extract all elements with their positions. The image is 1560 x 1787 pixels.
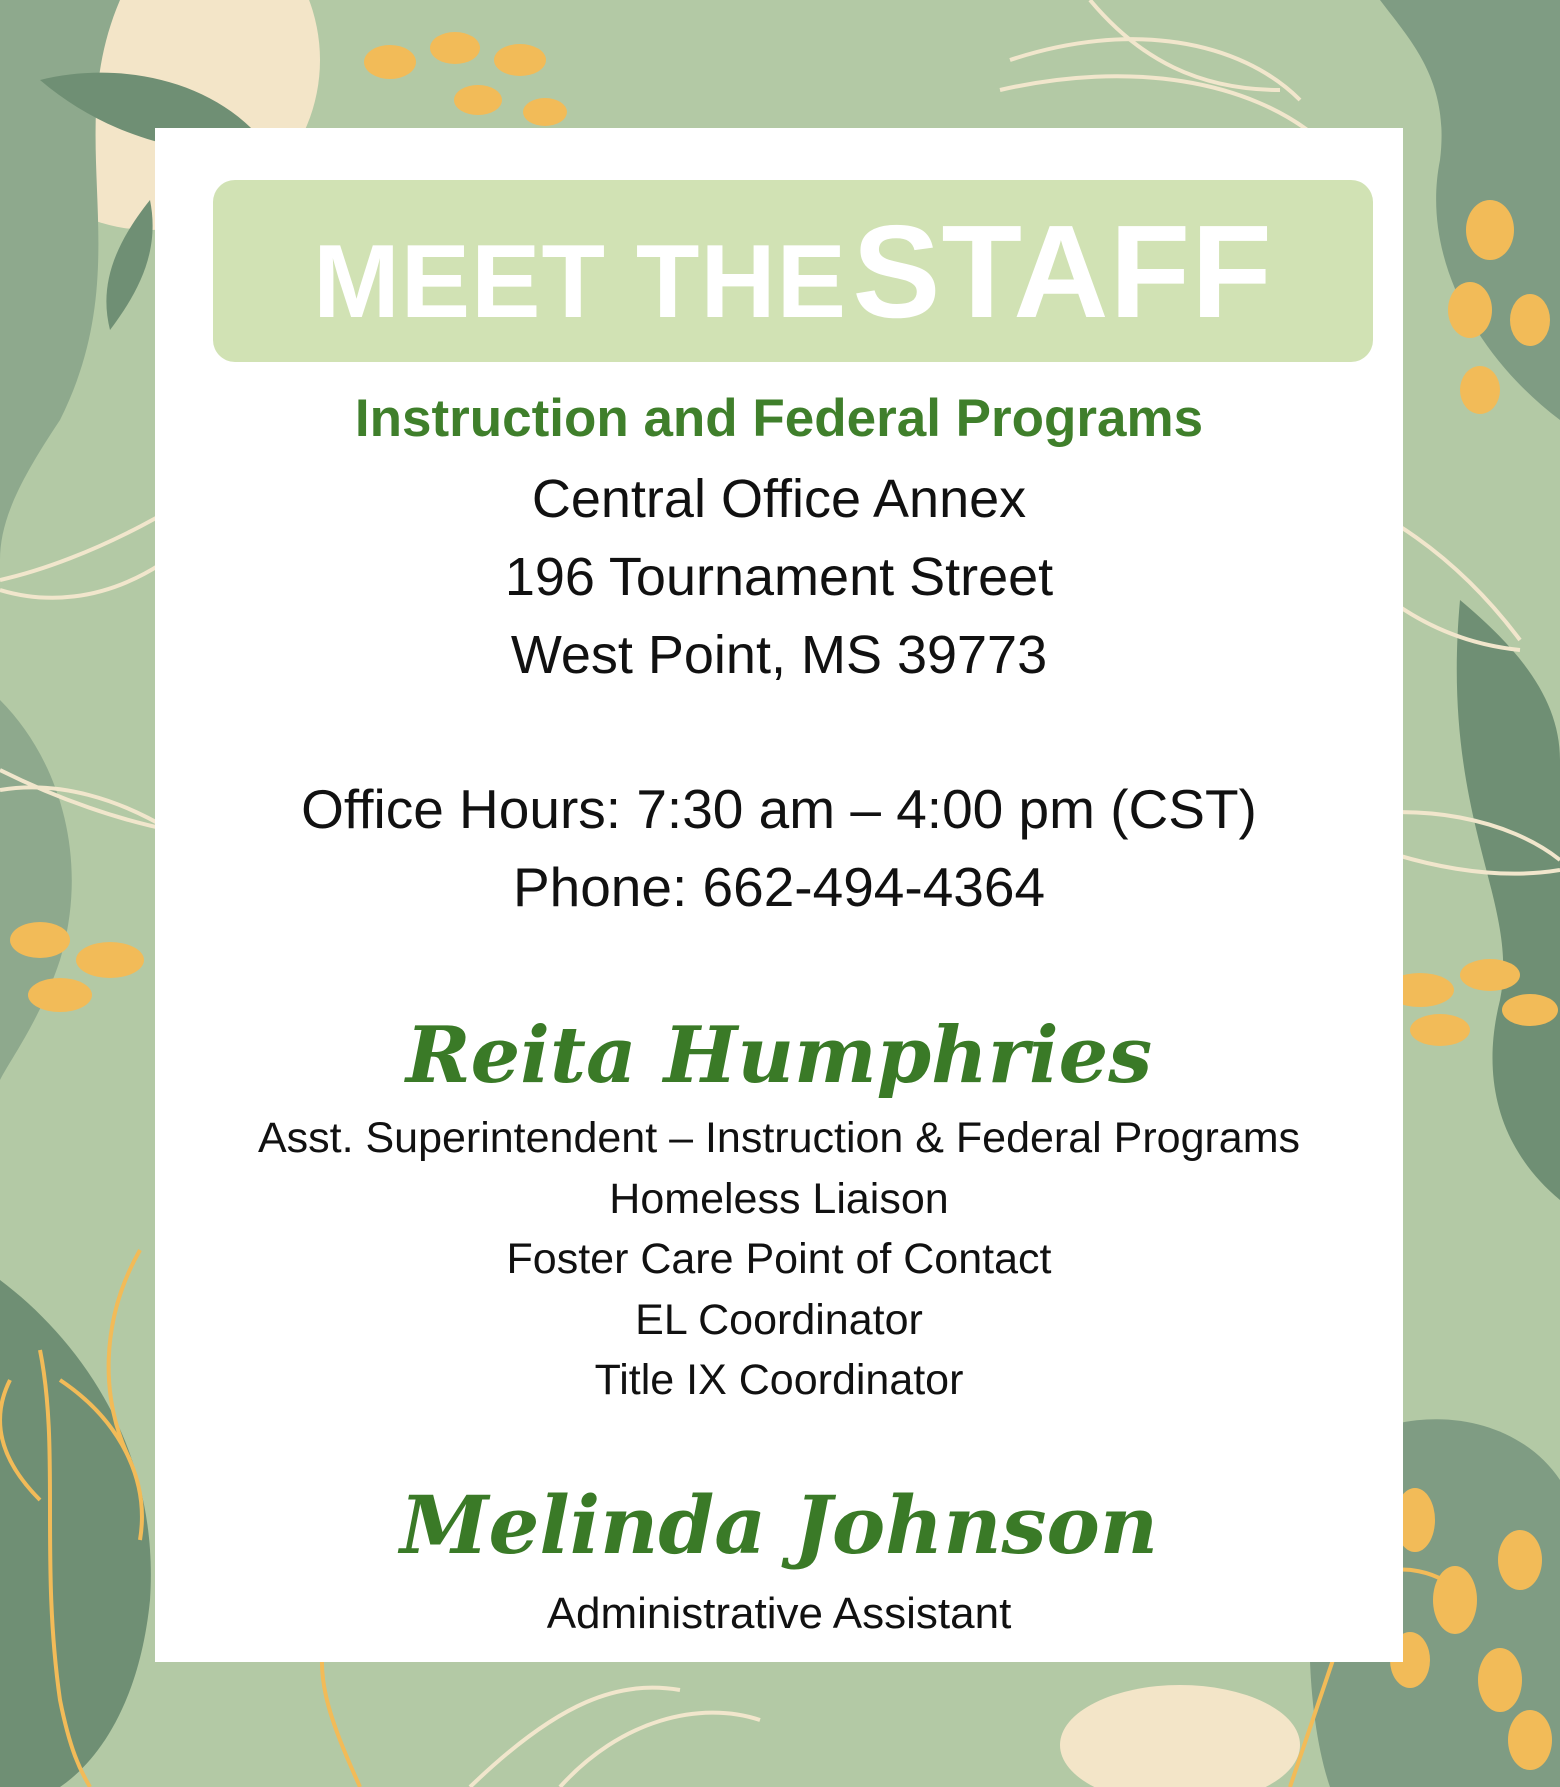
contact-info	[155, 770, 1403, 926]
page-title	[313, 196, 1273, 347]
staff-role: Administrative Assistant	[546, 1589, 1012, 1638]
title-word-staff: STAFF	[852, 197, 1273, 345]
address-line-1: Central Office Annex	[531, 469, 1027, 529]
title-word-meet-the: MEET THE	[313, 223, 847, 340]
title-banner	[213, 180, 1373, 362]
staff-role: Homeless Liaison	[609, 1174, 949, 1223]
staff-role: EL Coordinator	[635, 1295, 923, 1344]
staff-roles-reita-humphries	[155, 1108, 1403, 1411]
phone-number: Phone: 662-494-4364	[512, 856, 1046, 918]
department-heading: Instruction and Federal Programs	[354, 389, 1204, 448]
office-hours: Office Hours: 7:30 am – 4:00 pm (CST)	[301, 778, 1257, 840]
address-line-3: West Point, MS 39773	[510, 625, 1048, 685]
staff-roles-melinda-johnson	[155, 1584, 1403, 1644]
office-address	[155, 460, 1403, 694]
staff-role: Title IX Coordinator	[594, 1356, 964, 1404]
staff-role: Foster Care Point of Contact	[506, 1235, 1052, 1283]
staff-name-reita-humphries: Reita Humphries	[405, 1010, 1153, 1101]
staff-name-melinda-johnson: Melinda Johnson	[399, 1478, 1159, 1572]
staff-role: Asst. Superintendent – Instruction & Federal Programs	[257, 1114, 1301, 1162]
address-line-2: 196 Tournament Street	[504, 547, 1054, 607]
